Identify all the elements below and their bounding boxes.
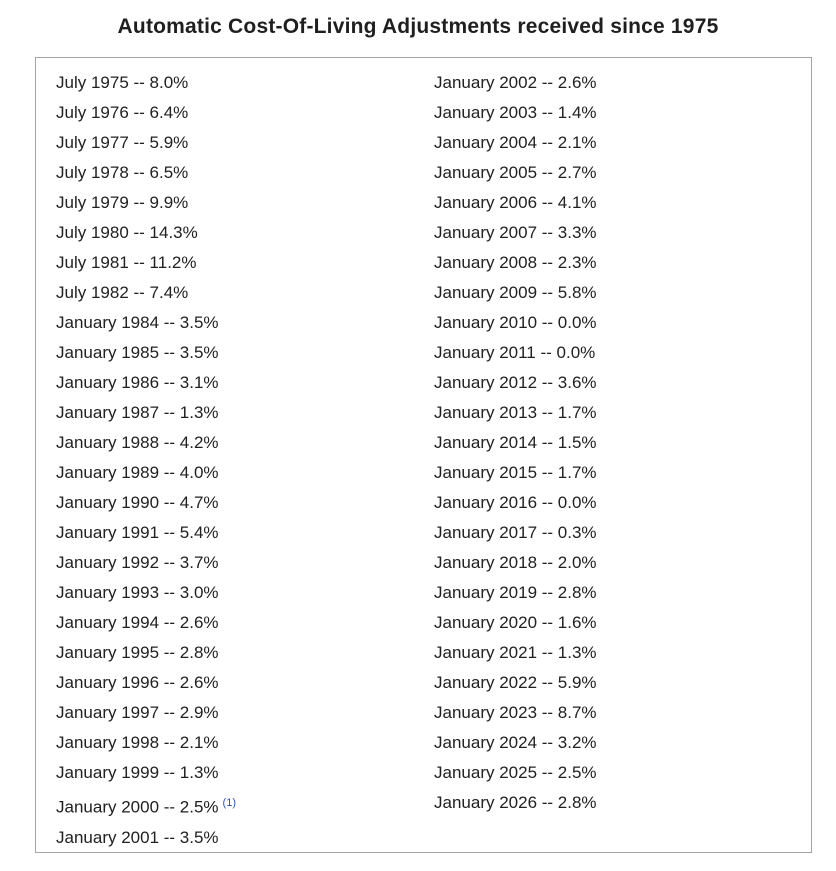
cola-entry-text: January 2009 -- 5.8%	[434, 283, 597, 302]
cola-entry	[434, 548, 812, 578]
cola-entry	[434, 578, 812, 608]
cola-entry	[56, 458, 434, 488]
cola-entry-text: January 1991 -- 5.4%	[56, 523, 219, 542]
cola-list-panel	[35, 57, 812, 853]
cola-entry-text: July 1979 -- 9.9%	[56, 193, 189, 212]
cola-entry-text: January 1997 -- 2.9%	[56, 703, 219, 722]
cola-entry-text: July 1980 -- 14.3%	[56, 223, 198, 242]
cola-entry	[434, 98, 812, 128]
cola-entry	[434, 218, 812, 248]
cola-entry	[56, 578, 434, 608]
cola-entry-text: January 1985 -- 3.5%	[56, 343, 219, 362]
cola-entry	[56, 668, 434, 698]
cola-entry-text: January 1994 -- 2.6%	[56, 613, 219, 632]
cola-entry	[56, 608, 434, 638]
cola-entry	[56, 518, 434, 548]
cola-entry	[56, 68, 434, 98]
cola-entry-text: January 2006 -- 4.1%	[434, 193, 597, 212]
cola-entry-text: January 2016 -- 0.0%	[434, 493, 597, 512]
cola-entry-text: January 2013 -- 1.7%	[434, 403, 597, 422]
cola-entry-text: January 1998 -- 2.1%	[56, 733, 219, 752]
cola-entry-text: July 1977 -- 5.9%	[56, 133, 189, 152]
cola-entry-text: January 1995 -- 2.8%	[56, 643, 219, 662]
cola-entry-text: January 2015 -- 1.7%	[434, 463, 597, 482]
cola-entry-text: January 2018 -- 2.0%	[434, 553, 597, 572]
cola-entry-text: January 2001 -- 3.5%	[56, 827, 219, 847]
cola-entry-text: January 2007 -- 3.3%	[434, 223, 597, 242]
cola-entry-text: January 2024 -- 3.2%	[434, 733, 597, 752]
cola-entry	[56, 698, 434, 728]
cola-entry-text: July 1982 -- 7.4%	[56, 283, 189, 302]
cola-entry	[434, 158, 812, 188]
cola-entry	[434, 458, 812, 488]
cola-entry-text: January 2004 -- 2.1%	[434, 133, 597, 152]
cola-entry-text: January 1996 -- 2.6%	[56, 673, 219, 692]
cola-entry-text: January 1992 -- 3.7%	[56, 553, 219, 572]
cola-entry-text: January 2010 -- 0.0%	[434, 313, 597, 332]
cola-entry-text: January 1990 -- 4.7%	[56, 493, 219, 512]
cola-entry	[434, 788, 812, 818]
cola-entry-text: January 2022 -- 5.9%	[434, 673, 597, 692]
cola-entry-text: January 2026 -- 2.8%	[434, 793, 597, 812]
cola-entry	[56, 308, 434, 338]
cola-entry	[56, 188, 434, 218]
cola-entry	[56, 428, 434, 458]
cola-entry	[56, 278, 434, 308]
cola-entry	[56, 98, 434, 128]
cola-entry-text: January 2002 -- 2.6%	[434, 73, 597, 92]
cola-entry-text: January 2005 -- 2.7%	[434, 163, 597, 182]
cola-entry	[434, 338, 812, 368]
cola-entry-text: January 1987 -- 1.3%	[56, 403, 219, 422]
cola-entry	[56, 218, 434, 248]
cola-entry	[434, 368, 812, 398]
cola-entry	[56, 338, 434, 368]
cola-entry-text: January 2020 -- 1.6%	[434, 613, 597, 632]
footnote-1-link[interactable]: (1)	[222, 797, 236, 809]
cola-entry	[434, 608, 812, 638]
cola-entry	[434, 518, 812, 548]
cola-entry-text: July 1976 -- 6.4%	[56, 103, 189, 122]
cola-entry-text: July 1978 -- 6.5%	[56, 163, 189, 182]
cola-entry-text: January 1986 -- 3.1%	[56, 373, 219, 392]
cola-entry	[56, 488, 434, 518]
cola-entry	[56, 548, 434, 578]
cola-entry	[56, 728, 434, 758]
cola-entry-text: January 2008 -- 2.3%	[434, 253, 597, 272]
cola-entry-text: January 2011 -- 0.0%	[434, 343, 596, 362]
cola-entry-text: January 1989 -- 4.0%	[56, 463, 219, 482]
cola-entry	[434, 128, 812, 158]
cola-entry	[56, 248, 434, 278]
cola-entry	[56, 788, 434, 823]
cola-entry-text: January 1999 -- 1.3%	[56, 763, 219, 782]
cola-entry	[434, 668, 812, 698]
cola-entry	[434, 638, 812, 668]
cola-entry	[434, 758, 812, 788]
cola-entry	[56, 398, 434, 428]
cola-entry	[56, 368, 434, 398]
cola-column-left	[56, 68, 434, 853]
cola-entry	[434, 68, 812, 98]
cola-entry-text: January 1993 -- 3.0%	[56, 583, 219, 602]
cola-entry	[434, 308, 812, 338]
cola-entry-text: July 1975 -- 8.0%	[56, 73, 189, 92]
cola-entry	[434, 728, 812, 758]
cola-entry	[56, 128, 434, 158]
page-title: Automatic Cost-Of-Living Adjustments received since 1975	[117, 15, 719, 38]
cola-entry-text: January 2014 -- 1.5%	[434, 433, 597, 452]
cola-entry-text: January 1984 -- 3.5%	[56, 313, 219, 332]
cola-entry	[434, 248, 812, 278]
cola-entry-text: January 1988 -- 4.2%	[56, 433, 219, 452]
cola-entry	[434, 698, 812, 728]
cola-entry	[56, 823, 434, 853]
cola-entry	[56, 158, 434, 188]
cola-entry-text: July 1981 -- 11.2%	[56, 253, 197, 272]
cola-entry-text: January 2023 -- 8.7%	[434, 703, 597, 722]
cola-entry	[434, 278, 812, 308]
cola-entry	[56, 758, 434, 788]
cola-entry	[434, 428, 812, 458]
cola-column-right	[434, 68, 812, 818]
cola-entry-text: January 2021 -- 1.3%	[434, 643, 597, 662]
cola-entry-text: January 2000 -- 2.5%	[56, 797, 219, 817]
cola-entry-text: January 2025 -- 2.5%	[434, 763, 597, 782]
cola-entry-text: January 2017 -- 0.3%	[434, 523, 597, 542]
cola-entry-text: January 2019 -- 2.8%	[434, 583, 597, 602]
cola-entry-text: January 2012 -- 3.6%	[434, 373, 597, 392]
cola-entry	[434, 398, 812, 428]
cola-entry	[434, 488, 812, 518]
cola-entry	[434, 188, 812, 218]
cola-entry	[56, 638, 434, 668]
cola-entry-text: January 2003 -- 1.4%	[434, 103, 597, 122]
